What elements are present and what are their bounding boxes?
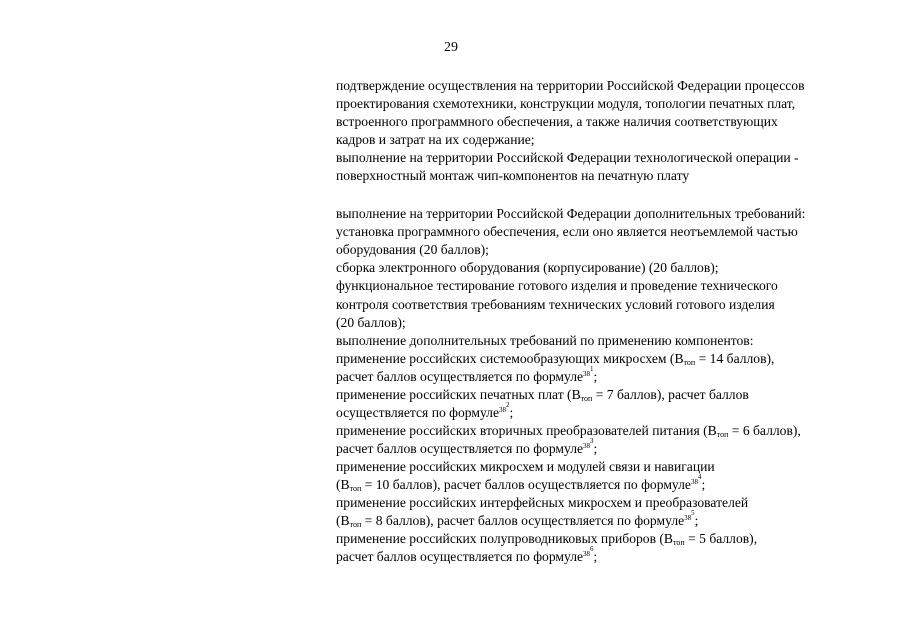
- document-body: [336, 77, 881, 566]
- requirement-line: ($В_{топ} = 8$ баллов), расчет баллов осуществляется по формуле$^{38^5}$;: [336, 509, 699, 530]
- paragraph-line: выполнение на территории Российской Федерации технологической операции -: [336, 150, 799, 166]
- page-number: 29: [444, 40, 458, 55]
- requirement-line: расчет баллов осуществляется по формуле$^{38^3}$;: [336, 436, 598, 456]
- subscript-top: топ: [673, 538, 685, 548]
- paragraph-line: кадров и затрат на их содержание;: [336, 132, 535, 148]
- requirement-line: ($В_{топ} = 10$ баллов), расчет баллов осуществляется по формуле$^{38^4}$;: [336, 472, 706, 493]
- subscript-top: топ: [349, 520, 362, 530]
- requirement-line: расчет баллов осуществляется по формуле$^{38^6}$;: [336, 545, 598, 565]
- paragraph-gap: [336, 185, 881, 205]
- formula-ref: 385: [684, 509, 695, 523]
- requirement-line: применение российских вторичных преобразователей питания ($В_{топ} = 6$ баллов),: [336, 422, 801, 439]
- subscript-top: топ: [683, 357, 696, 367]
- formula-ref: 383: [583, 436, 594, 450]
- paragraph-line: (20 баллов);: [336, 314, 406, 330]
- paragraph-line: поверхностный монтаж чип-компонентов на печатную плату: [336, 168, 690, 184]
- requirement-line: применение российских интерфейсных микросхем и преобразователей: [336, 495, 749, 511]
- paragraph-line: сборка электронного оборудования (корпусирование) (20 баллов);: [336, 260, 719, 276]
- paragraph-line: встроенного программного обеспечения, а также наличия соответствующих: [336, 114, 778, 130]
- formula-ref: 384: [690, 472, 702, 486]
- paragraph-line: оборудования (20 баллов);: [336, 242, 489, 258]
- requirement-line: осуществляется по формуле$^{38^2}$;: [336, 400, 514, 420]
- subscript-top: топ: [716, 429, 729, 439]
- subscript-top: топ: [580, 393, 593, 403]
- requirement-line: расчет баллов осуществляется по формуле$^{38^1}$;: [336, 364, 598, 384]
- subscript-top: топ: [349, 483, 362, 493]
- formula-ref: 381: [583, 364, 594, 378]
- requirement-line: применение российских системообразующих микросхем ($В_{топ} = 14$ баллов),: [336, 350, 775, 367]
- paragraph-line: выполнение дополнительных требований по применению компонентов:: [336, 332, 754, 348]
- formula-ref: 382: [499, 400, 510, 414]
- paragraph-line: подтверждение осуществления на территории Российской Федерации процессов: [336, 78, 805, 93]
- requirement-line: применение российских печатных плат ($В_{топ} = 7$ баллов), расчет баллов: [336, 386, 749, 403]
- paragraph-line: функциональное тестирование готового изделия и проведение технического: [336, 278, 778, 294]
- formula-ref: 386: [583, 545, 594, 559]
- paragraph-line: контроля соответствия требованиям технических условий готового изделия: [336, 296, 775, 312]
- paragraph-line: установка программного обеспечения, если оно является неотъемлемой частью: [336, 224, 798, 240]
- requirement-line: применение российских полупроводниковых приборов ($В_{топ} = 5$ баллов),: [336, 531, 758, 548]
- requirement-line: применение российских микросхем и модулей связи и навигации: [336, 458, 715, 474]
- paragraph-line: выполнение на территории Российской Федерации дополнительных требований:: [336, 206, 806, 222]
- paragraph-line: проектирования схемотехники, конструкции модуля, топологии печатных плат,: [336, 96, 796, 112]
